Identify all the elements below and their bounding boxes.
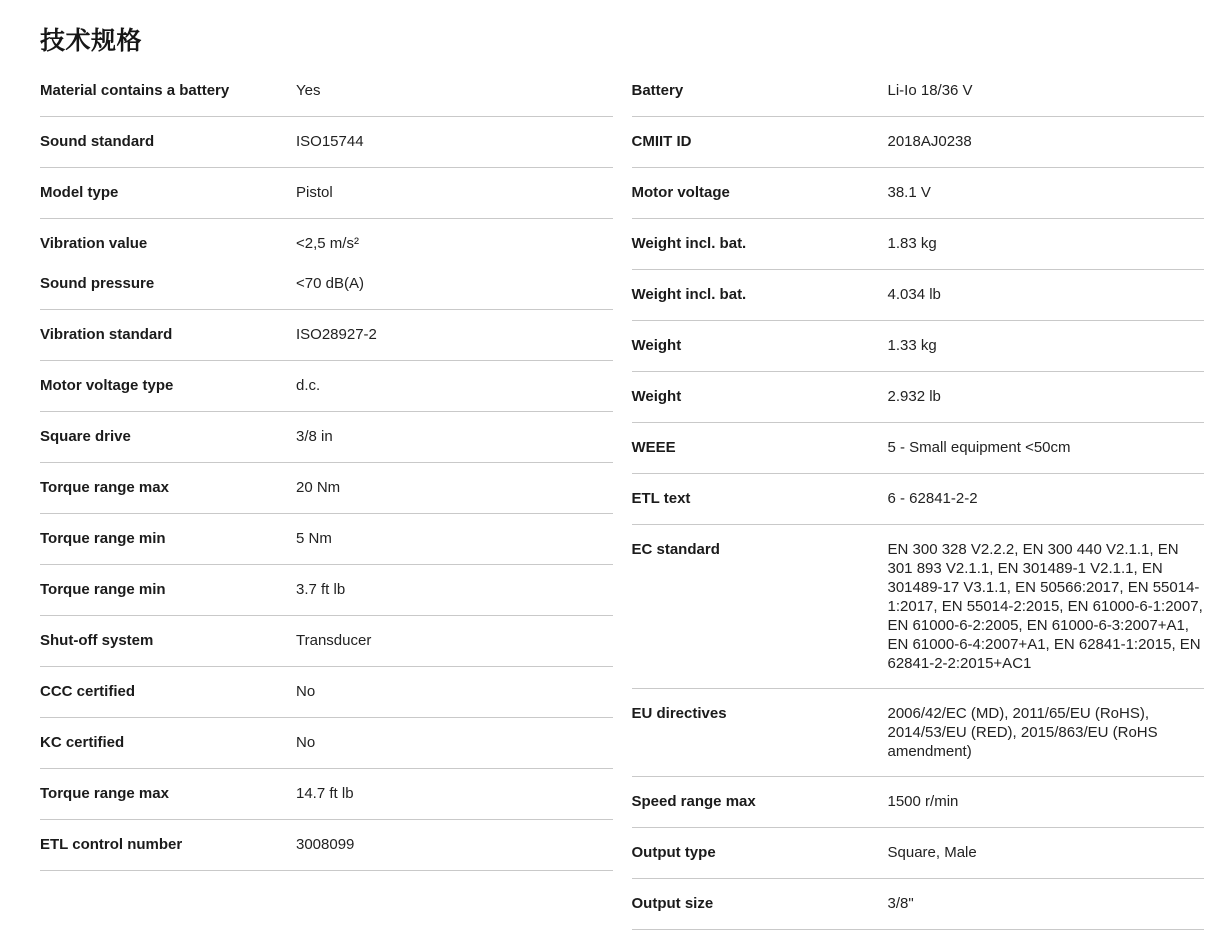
spec-value: 3.7 ft lb <box>296 581 346 598</box>
spec-row <box>40 616 613 667</box>
spec-label: EU directives <box>631 705 727 722</box>
spec-row <box>40 769 613 820</box>
spec-row <box>632 219 1205 270</box>
spec-label: Sound pressure <box>40 275 155 292</box>
spec-label: Output size <box>631 895 714 912</box>
spec-value: ISO15744 <box>296 133 364 150</box>
spec-column-left <box>40 66 613 930</box>
spec-value: 4.034 lb <box>887 286 941 303</box>
spec-row <box>632 474 1205 525</box>
spec-row <box>40 718 613 769</box>
spec-value: Pistol <box>296 184 333 201</box>
spec-column-right <box>632 66 1205 930</box>
spec-label: Weight <box>631 337 682 354</box>
spec-row <box>632 168 1205 219</box>
spec-value: ISO28927-2 <box>296 326 377 343</box>
spec-value: 3008099 <box>296 836 355 853</box>
spec-value: 14.7 ft lb <box>296 785 354 802</box>
spec-pair <box>632 704 1205 761</box>
spec-pair <box>40 478 613 498</box>
spec-row <box>632 321 1205 372</box>
spec-label: Material contains a battery <box>40 82 230 99</box>
spec-row <box>40 514 613 565</box>
spec-pair <box>632 843 1205 863</box>
spec-value: Li-Io 18/36 V <box>887 82 973 99</box>
spec-row <box>40 219 613 310</box>
spec-pair <box>632 285 1205 305</box>
spec-row <box>40 117 613 168</box>
spec-value: No <box>296 683 316 700</box>
spec-label: Model type <box>40 184 119 201</box>
spec-row <box>40 66 613 117</box>
spec-label: Torque range max <box>40 785 169 802</box>
spec-pair <box>40 529 613 549</box>
spec-value: No <box>296 734 316 751</box>
spec-table <box>40 66 1204 930</box>
spec-value: 2.932 lb <box>887 388 941 405</box>
spec-value: Transducer <box>296 632 372 649</box>
spec-label: Weight incl. bat. <box>631 235 747 252</box>
spec-label: Torque range min <box>40 581 166 598</box>
spec-value: 1.83 kg <box>887 235 937 252</box>
spec-pair <box>632 183 1205 203</box>
spec-label: Square drive <box>40 428 131 445</box>
spec-row <box>40 820 613 871</box>
spec-pair <box>632 132 1205 152</box>
spec-row <box>632 66 1205 117</box>
spec-label: Motor voltage type <box>40 377 174 394</box>
spec-pair <box>40 132 613 152</box>
spec-row <box>40 667 613 718</box>
spec-pair <box>632 894 1205 914</box>
spec-row <box>40 412 613 463</box>
spec-label: Shut-off system <box>40 632 154 649</box>
spec-pair <box>632 540 1205 673</box>
spec-row <box>632 270 1205 321</box>
spec-pair <box>632 336 1205 356</box>
spec-pair <box>40 835 613 855</box>
spec-pair <box>632 489 1205 509</box>
spec-pair <box>40 682 613 702</box>
spec-row <box>632 689 1205 777</box>
spec-pair <box>632 792 1205 812</box>
spec-label: Sound standard <box>40 133 155 150</box>
spec-row <box>40 361 613 412</box>
spec-value: 6 - 62841-2-2 <box>887 490 978 507</box>
spec-row <box>40 565 613 616</box>
spec-pair <box>40 274 613 294</box>
spec-value: 1500 r/min <box>887 793 959 810</box>
spec-pair <box>40 733 613 753</box>
spec-label: Motor voltage <box>631 184 730 201</box>
spec-pair <box>40 784 613 804</box>
spec-value: 20 Nm <box>296 479 341 496</box>
spec-label: Weight incl. bat. <box>631 286 747 303</box>
spec-value: 3/8" <box>887 895 914 912</box>
spec-row <box>632 828 1205 879</box>
spec-row <box>40 168 613 219</box>
spec-label: ETL text <box>631 490 691 507</box>
spec-value: 2006/42/EC (MD), 2011/65/EU (RoHS), 2014/53/EU (RED), 2015/863/EU (RoHS amendment) <box>887 705 1158 760</box>
spec-label: Vibration standard <box>40 326 173 343</box>
spec-pair <box>40 81 613 101</box>
spec-pair <box>632 234 1205 254</box>
spec-value: 5 - Small equipment <50cm <box>887 439 1071 456</box>
spec-value: 5 Nm <box>296 530 332 547</box>
spec-pair <box>40 376 613 396</box>
spec-label: Vibration value <box>40 235 148 252</box>
spec-row <box>40 310 613 361</box>
spec-label: Weight <box>631 388 682 405</box>
spec-value: <70 dB(A) <box>296 275 364 292</box>
spec-label: WEEE <box>631 439 676 456</box>
spec-value: EN 300 328 V2.2.2, EN 300 440 V2.1.1, EN 301 893 V2.1.1, EN 301489-1 V2.1.1, EN 301489-17 V3.1.1, EN 50566:2017, EN 55014-1:2017, EN 55014-2:2015, EN 61000-6-1:2007, EN 61000-6-2:2005, EN 61000-6-3:2007+A1, EN 61000-6-4:2007+A1, EN 62841-1:2015, EN 62841-2-2:2015+AC1 <box>887 541 1203 672</box>
spec-pair <box>632 438 1205 458</box>
spec-value: Yes <box>296 82 321 99</box>
spec-row <box>40 463 613 514</box>
spec-value: 2018AJ0238 <box>887 133 972 150</box>
spec-label: KC certified <box>40 734 125 751</box>
spec-pair <box>40 325 613 345</box>
spec-pair <box>40 427 613 447</box>
spec-label: Torque range max <box>40 479 169 496</box>
spec-pair <box>40 580 613 600</box>
spec-pair <box>632 81 1205 101</box>
spec-label: Speed range max <box>631 793 756 810</box>
spec-row <box>632 117 1205 168</box>
page-title: 技术规格 <box>40 27 143 55</box>
spec-pair <box>40 631 613 651</box>
spec-pair <box>40 183 613 203</box>
spec-label: Battery <box>631 82 684 99</box>
spec-label: Output type <box>631 844 716 861</box>
spec-label: EC standard <box>631 541 720 558</box>
spec-value: <2,5 m/s² <box>296 235 359 252</box>
spec-value: Square, Male <box>887 844 977 861</box>
spec-row <box>632 525 1205 689</box>
spec-row <box>632 372 1205 423</box>
spec-label: Torque range min <box>40 530 166 547</box>
spec-value: 38.1 V <box>887 184 931 201</box>
spec-pair <box>40 234 613 254</box>
spec-row <box>632 879 1205 930</box>
spec-row <box>632 777 1205 828</box>
spec-value: 3/8 in <box>296 428 333 445</box>
spec-pair <box>632 387 1205 407</box>
spec-label: CMIIT ID <box>631 133 692 150</box>
spec-value: d.c. <box>296 377 321 394</box>
spec-row <box>632 423 1205 474</box>
spec-label: ETL control number <box>40 836 183 853</box>
spec-label: CCC certified <box>40 683 136 700</box>
spec-value: 1.33 kg <box>887 337 937 354</box>
